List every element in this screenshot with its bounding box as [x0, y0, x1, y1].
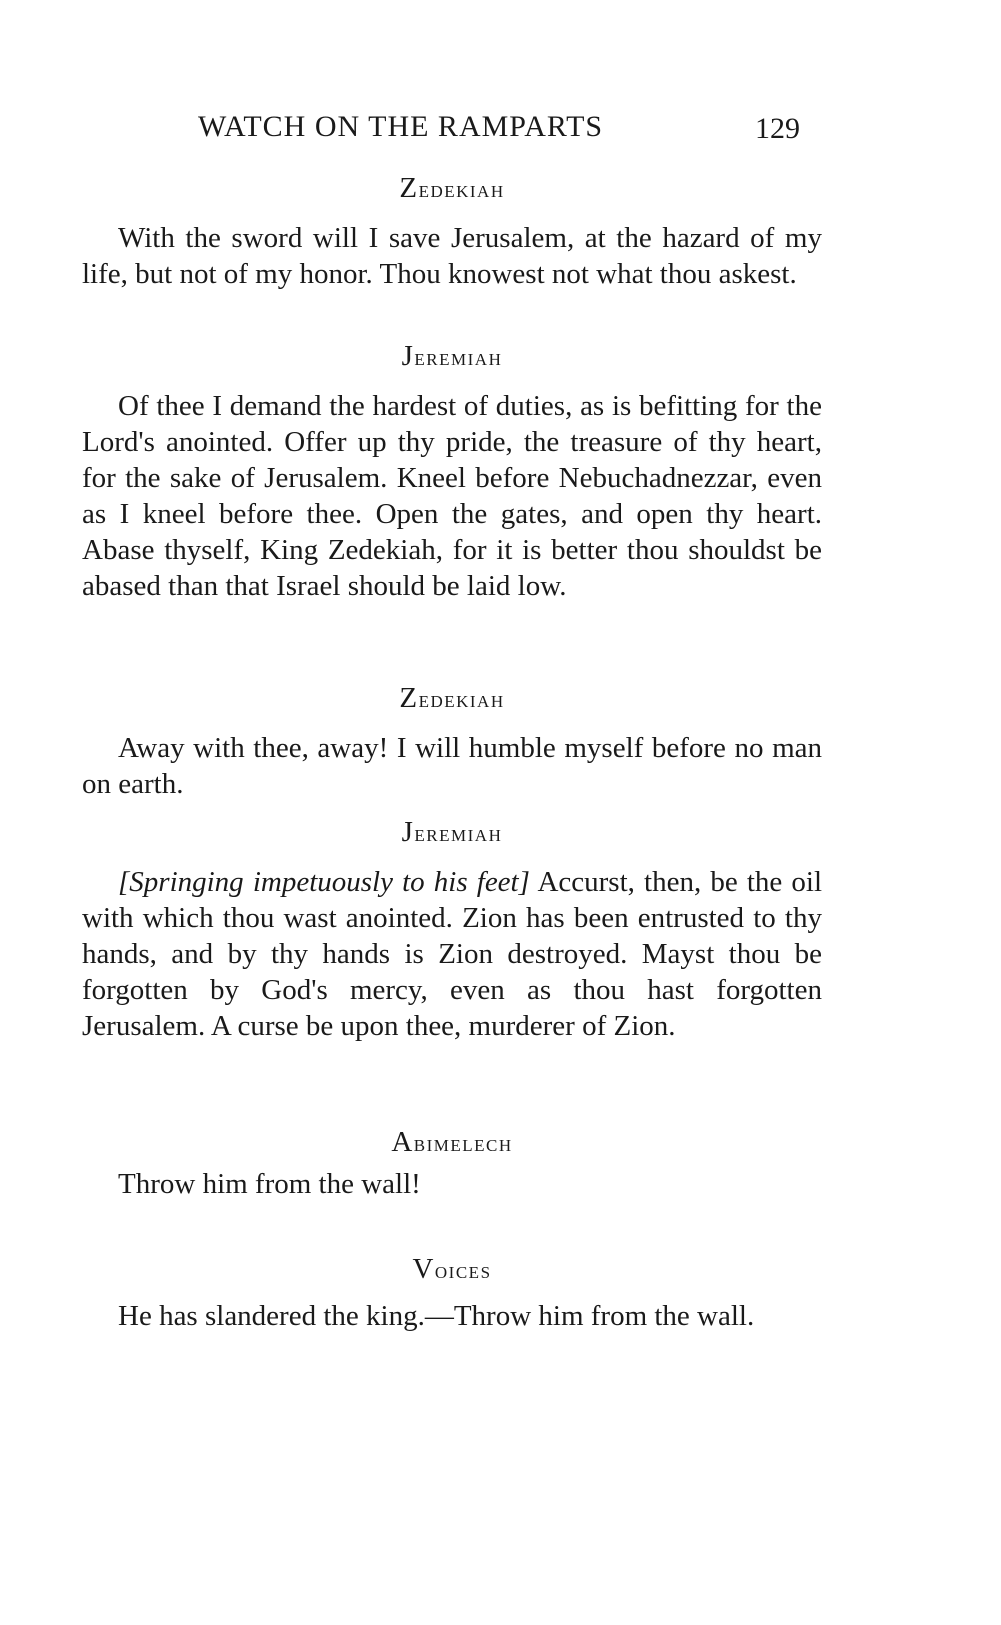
- speaker-name: Jeremiah: [401, 816, 503, 848]
- page-number: 129: [755, 112, 800, 145]
- speaker-name: Jeremiah: [401, 340, 503, 372]
- speech-text: Throw him from the wall!: [118, 1168, 421, 1200]
- speech-text: Away with thee, away! I will humble myself before no man on earth.: [82, 732, 822, 800]
- speech-text: Of thee I demand the hardest of duties, as is befitting for the Lord's anointed. Offer up thy pride, the treasure of thy heart, for the sake of Jerusalem. Kneel before Nebuchadnezzar, even as I kneel before thee. Open the gates, and open thy heart. Abase thyself, King Zedekiah, for it is better thou shouldst be abased than that Israel should be laid low.: [82, 390, 822, 602]
- speaker-name: Zedekiah: [399, 682, 505, 714]
- speech-text: [82, 864, 822, 1044]
- speech-text: He has slandered the king.—Throw him from the wall.: [118, 1300, 755, 1332]
- speech-body: Accurst, then, be the oil with which thou wast anointed. Zion has been entrusted to thy hands, and by thy hands is Zion destroyed. Mayst thou be forgotten by God's mercy, even as thou hast forgotten Jerusalem. A curse be upon thee, murderer of Zion.: [82, 866, 823, 1042]
- speaker-name: Zedekiah: [399, 172, 505, 204]
- speaker-name: Voices: [412, 1253, 492, 1285]
- speech-text: With the sword will I save Jerusalem, at the hazard of my life, but not of my honor. Thou knowest not what thou askest.: [82, 222, 822, 290]
- speaker-name: Abimelech: [391, 1126, 513, 1158]
- stage-direction: [Springing impetuously to his feet]: [118, 866, 530, 898]
- running-title: WATCH ON THE RAMPARTS: [198, 110, 604, 143]
